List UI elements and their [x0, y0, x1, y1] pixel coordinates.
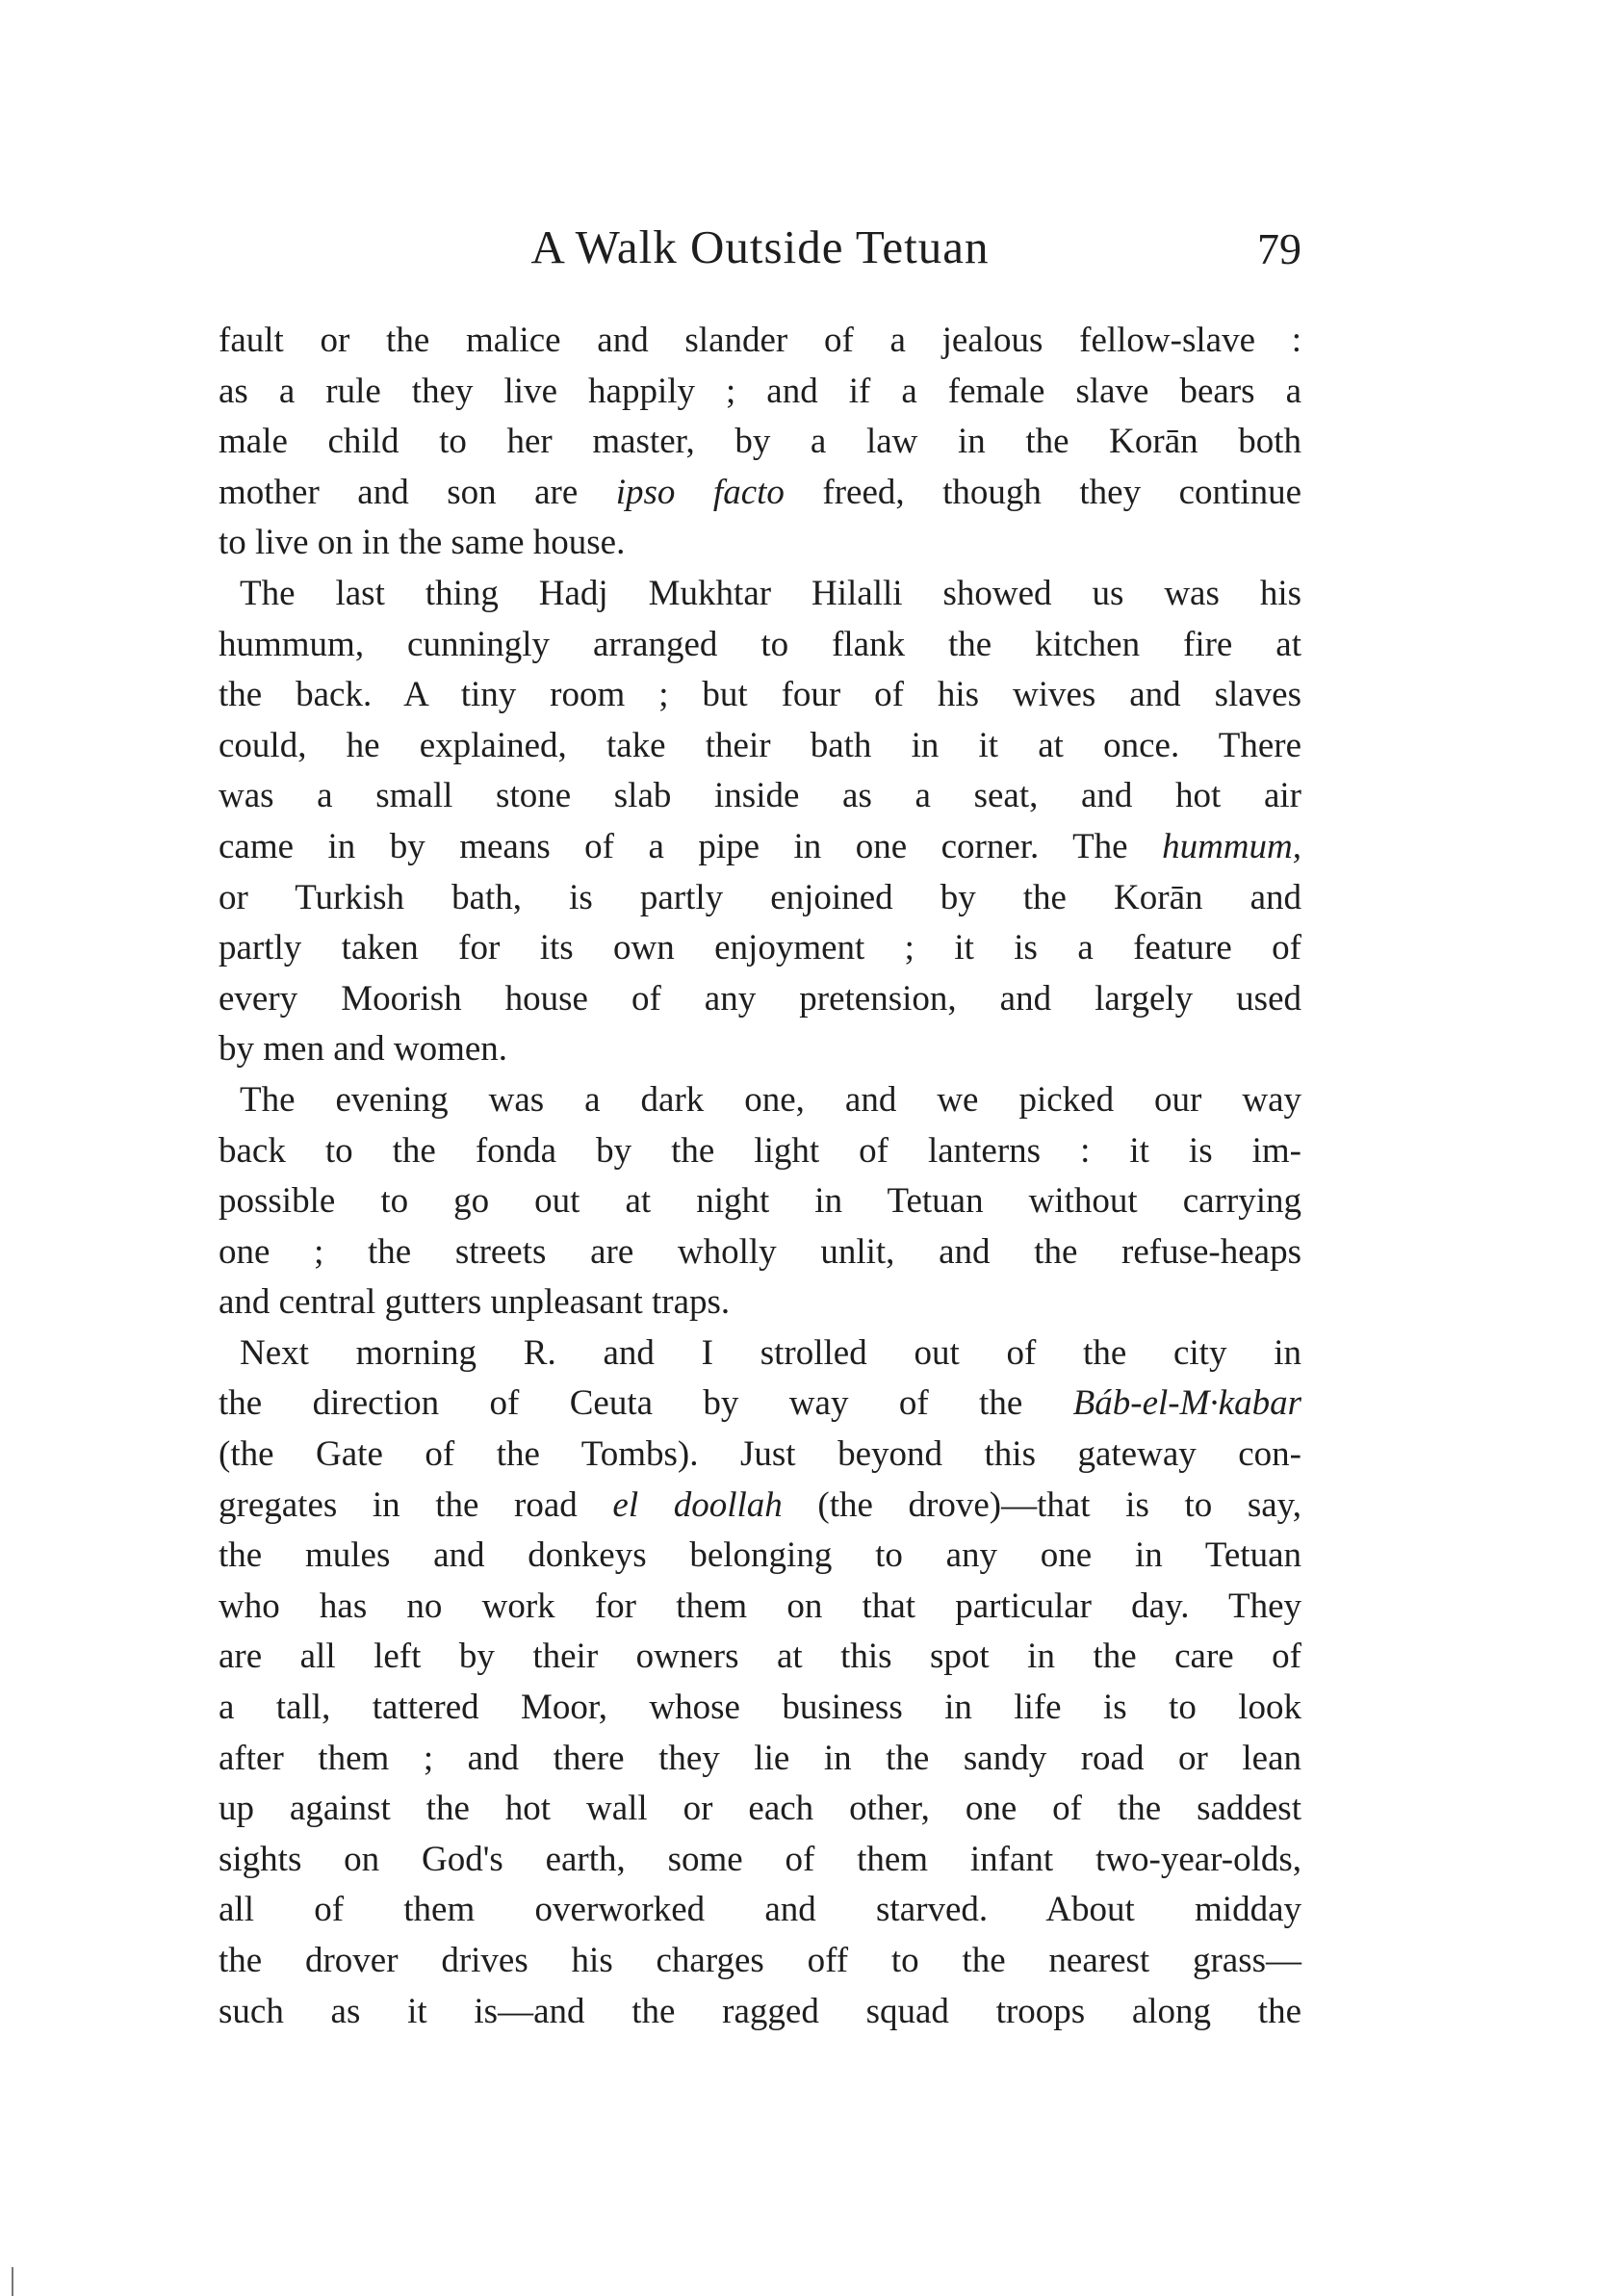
text-line [219, 1227, 1301, 1278]
text-segment: the mules and donkeys belonging to any one in Tetuan [219, 1535, 1301, 1576]
text-segment: as a rule they live happily ; and if a female slave bears a [219, 371, 1301, 411]
text-segment: all of them overworked and starved. About midday [219, 1890, 1301, 1930]
text-segment: such as it is—and the ragged squad troops along the [219, 1991, 1301, 2031]
text-line [219, 822, 1301, 873]
text-segment: (the Gate of the Tombs). Just beyond this gateway con- [219, 1434, 1301, 1475]
text-segment: by men and women. [219, 1029, 508, 1070]
text-segment: came in by means of a pipe in one corner. The [219, 826, 1163, 866]
text-line [219, 620, 1301, 671]
text-segment: and central gutters unpleasant traps. [219, 1282, 731, 1323]
text-segment: up against the hot wall or each other, one of the saddest [219, 1789, 1301, 1829]
page-number: 79 [1257, 224, 1301, 273]
text-segment: partly taken for its own enjoyment ; it is a feature of [219, 928, 1301, 968]
running-title: A Walk Outside Tetuan [530, 220, 990, 273]
text-segment: The last thing Hadj Mukhtar Hilalli showed us was his [240, 573, 1301, 613]
text-segment: to live on in the same house. [219, 523, 626, 563]
text-line [219, 1734, 1301, 1785]
text-line [219, 721, 1301, 772]
text-line [219, 367, 1301, 418]
text-line [219, 1936, 1301, 1987]
text-segment: could, he explained, take their bath in it at once. There [219, 725, 1301, 765]
italic-text: Báb-el-M·kabar [1072, 1383, 1301, 1424]
text-line [219, 1277, 1301, 1329]
text-line [219, 1885, 1301, 1936]
text-line [219, 771, 1301, 822]
text-line [219, 1329, 1301, 1380]
italic-text: hummum, [1162, 826, 1301, 866]
text-line [219, 1176, 1301, 1227]
text-segment: the back. A tiny room ; but four of his wives and slaves [219, 675, 1301, 715]
text-line [219, 1481, 1301, 1532]
text-segment: fault or the malice and slander of a jealous fellow-slave : [219, 321, 1301, 360]
text-line [219, 1582, 1301, 1633]
text-segment: the direction of Ceuta by way of the [219, 1383, 1073, 1424]
text-segment: are all left by their owners at this spot in the care of [219, 1637, 1301, 1677]
text-segment: possible to go out at night in Tetuan without carrying [219, 1181, 1301, 1222]
text-line [219, 1430, 1301, 1481]
text-line [219, 873, 1301, 924]
text-line [219, 1075, 1301, 1126]
text-segment: The evening was a dark one, and we picked our way [240, 1079, 1301, 1120]
text-segment: mother and son are [219, 472, 616, 512]
text-line [219, 1987, 1301, 2038]
text-segment: after them ; and there they lie in the sandy road or lean [219, 1738, 1301, 1778]
text-segment: Next morning R. and I strolled out of the city in [240, 1332, 1301, 1373]
text-segment: gregates in the road [219, 1484, 613, 1525]
text-line [219, 1683, 1301, 1734]
text-line [219, 468, 1301, 519]
text-line [219, 1379, 1301, 1430]
running-header [219, 219, 1301, 277]
scan-mark [12, 2267, 13, 2296]
text-line [219, 670, 1301, 721]
text-segment: a tall, tattered Moor, whose business in life is to look [219, 1688, 1301, 1728]
text-segment: the drover drives his charges off to the nearest grass— [219, 1941, 1301, 1980]
text-line [219, 1632, 1301, 1683]
text-segment: back to the fonda by the light of lanterns : it is im- [219, 1130, 1301, 1171]
body-text [219, 316, 1301, 2037]
text-segment: or Turkish bath, is partly enjoined by the Korān and [219, 877, 1301, 917]
text-segment: every Moorish house of any pretension, and largely used [219, 978, 1301, 1019]
text-segment: was a small stone slab inside as a seat, and hot air [219, 776, 1301, 816]
text-segment: one ; the streets are wholly unlit, and the refuse-heaps [219, 1231, 1301, 1272]
text-line [219, 1835, 1301, 1886]
text-line [219, 316, 1301, 367]
text-line [219, 974, 1301, 1025]
italic-text: ipso facto [615, 472, 785, 512]
text-line [219, 1531, 1301, 1582]
text-line [219, 518, 1301, 569]
text-segment: who has no work for them on that particular day. They [219, 1586, 1301, 1626]
text-segment: male child to her master, by a law in the Korān both [219, 422, 1301, 462]
text-line [219, 1126, 1301, 1177]
text-line [219, 569, 1301, 620]
text-line [219, 923, 1301, 974]
text-segment: (the drove)—that is to say, [782, 1484, 1301, 1525]
text-segment: freed, though they continue [784, 472, 1301, 512]
text-line [219, 1784, 1301, 1835]
text-segment: sights on God's earth, some of them infant two-year-olds, [219, 1839, 1301, 1879]
text-line [219, 1024, 1301, 1075]
text-line [219, 417, 1301, 468]
italic-text: el doollah [612, 1484, 783, 1525]
text-segment: hummum, cunningly arranged to flank the kitchen fire at [219, 624, 1301, 664]
